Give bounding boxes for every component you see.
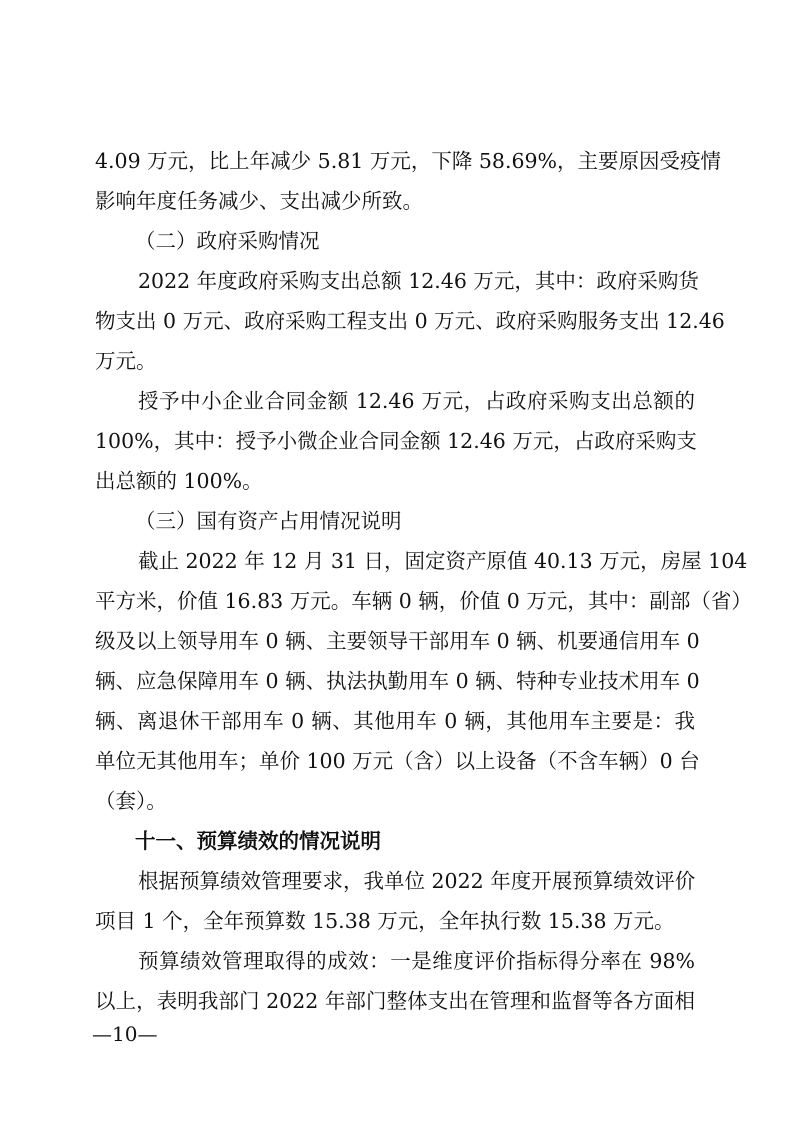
text-line: 影响年度任务减少、支出减少所致。: [95, 189, 423, 213]
text-line: 2022 年度政府采购支出总额 12.46 万元，其中：政府采购货: [138, 269, 699, 293]
text-line: （套）。: [95, 789, 167, 813]
text-line: 100%，其中：授予小微企业合同金额 12.46 万元，占政府采购支: [95, 429, 697, 453]
section-heading: 十一、预算绩效的情况说明: [135, 829, 381, 853]
text-line: 辆、应急保障用车 0 辆、执法执勤用车 0 辆、特种专业技术用车 0: [95, 669, 700, 693]
text-line: 单位无其他用车；单价 100 万元（含）以上设备（不含车辆）0 台: [95, 749, 700, 773]
text-line: 根据预算绩效管理要求，我单位 2022 年度开展预算绩效评价: [138, 869, 696, 893]
text-line: 平方米，价值 16.83 万元。车辆 0 辆，价值 0 万元，其中：副部（省）: [95, 589, 752, 613]
text-line: 物支出 0 万元、政府采购工程支出 0 万元、政府采购服务支出 12.46: [95, 309, 725, 333]
text-line: 辆、离退休干部用车 0 辆、其他用车 0 辆，其他用车主要是：我: [95, 709, 695, 733]
text-line: 项目 1 个，全年预算数 15.38 万元，全年执行数 15.38 万元。: [95, 909, 675, 933]
text-line: 预算绩效管理取得的成效：一是维度评价指标得分率在 98%: [138, 949, 695, 973]
text-line: 截止 2022 年 12 月 31 日，固定资产原值 40.13 万元，房屋 104: [138, 549, 748, 573]
text-line: 出总额的 100%。: [95, 469, 263, 493]
text-line: 4.09 万元，比上年减少 5.81 万元，下降 58.69%，主要原因受疫情: [95, 149, 722, 173]
text-line: 授予中小企业合同金额 12.46 万元，占政府采购支出总额的: [138, 389, 695, 413]
text-line: 级及以上领导用车 0 辆、主要领导干部用车 0 辆、机要通信用车 0: [95, 629, 700, 653]
section-heading: （三）国有资产占用情况说明: [135, 509, 402, 533]
text-line: 以上，表明我部门 2022 年部门整体支出在管理和监督等各方面相: [95, 989, 695, 1013]
section-heading: （二）政府采购情况: [135, 229, 320, 253]
page-number: —10—: [92, 1022, 158, 1046]
text-line: 万元。: [95, 349, 157, 373]
